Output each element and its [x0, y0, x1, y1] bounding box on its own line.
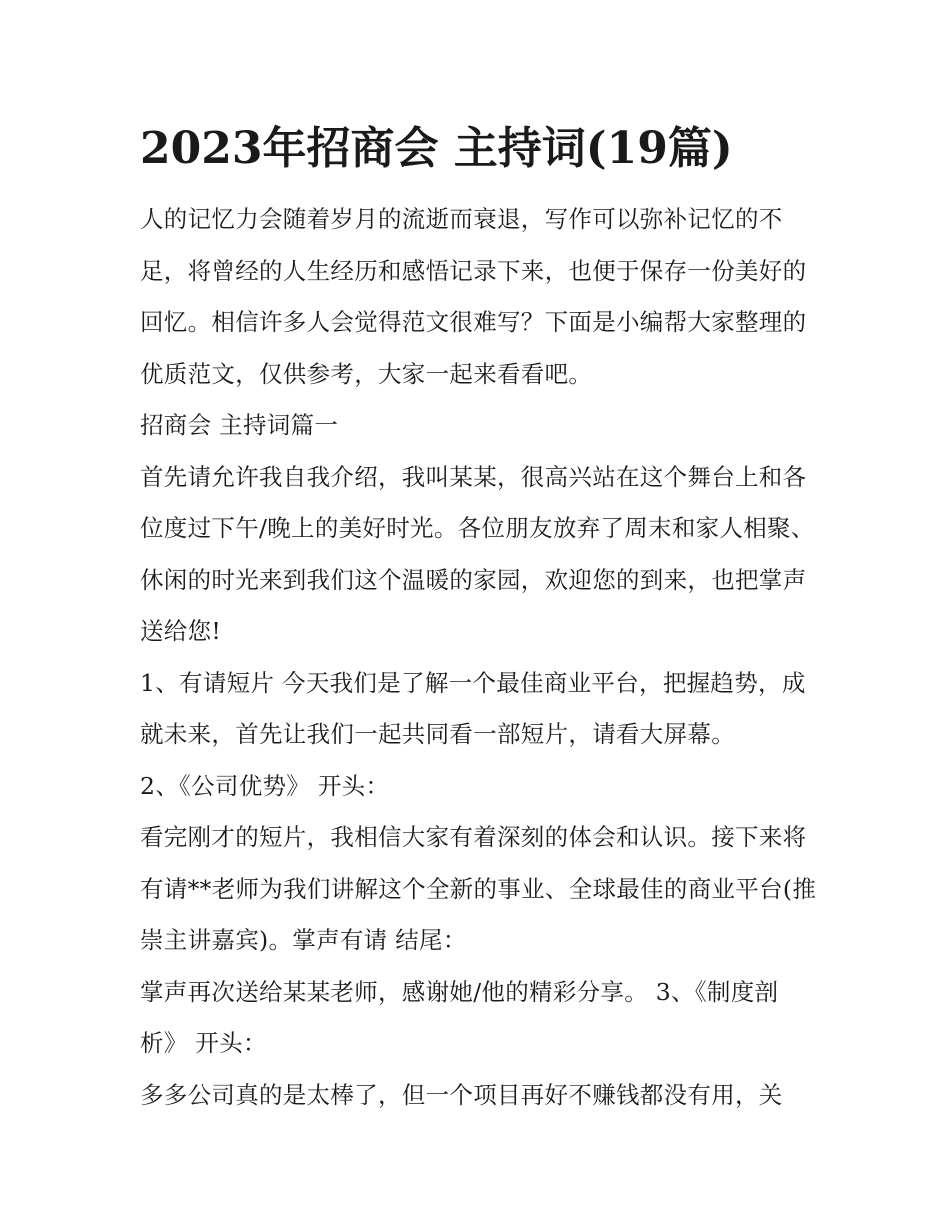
document-page [140, 118, 820, 1121]
body-paragraph: 首先请允许我自我介绍，我叫某某，很高兴站在这个舞台上和各位度过下午/晚上的美好时光。各位朋友放弃了周末和家人相聚、休闲的时光来到我们这个温暖的家园，欢迎您的到来，也把掌声送给您! [140, 462, 815, 645]
section-heading: 招商会 主持词篇一 [140, 411, 339, 439]
body-paragraph: 1、有请短片 今天我们是了解一个最佳商业平台，把握趋势，成就未来，首先让我们一起共同看一部短片，请看大屏幕。 [140, 668, 806, 748]
body-paragraph: 掌声再次送给某某老师，感谢她/他的精彩分享。 3、《制度剖析》 开头： [140, 977, 779, 1057]
body-paragraph: 看完刚才的短片，我相信大家有着深刻的体会和认识。接下来将有请**老师为我们讲解这个全新的事业、全球最佳的商业平台(推崇主讲嘉宾)。掌声有请 结尾： [140, 823, 817, 954]
body-paragraph: 多多公司真的是太棒了，但一个项目再好不赚钱都没有用，关 [140, 1080, 783, 1109]
subsection-heading: 2、《公司优势》 开头： [140, 771, 390, 800]
document-title: 2023年招商会 主持词(19篇) [140, 123, 733, 174]
intro-paragraph: 人的记忆力会随着岁月的流逝而衰退，写作可以弥补记忆的不足，将曾经的人生经历和感悟记录下来，也便于保存一份美好的回忆。相信许多人会觉得范文很难写？下面是小编帮大家整理的优质范文，仅供参考，大家一起来看看吧。 [140, 205, 807, 388]
